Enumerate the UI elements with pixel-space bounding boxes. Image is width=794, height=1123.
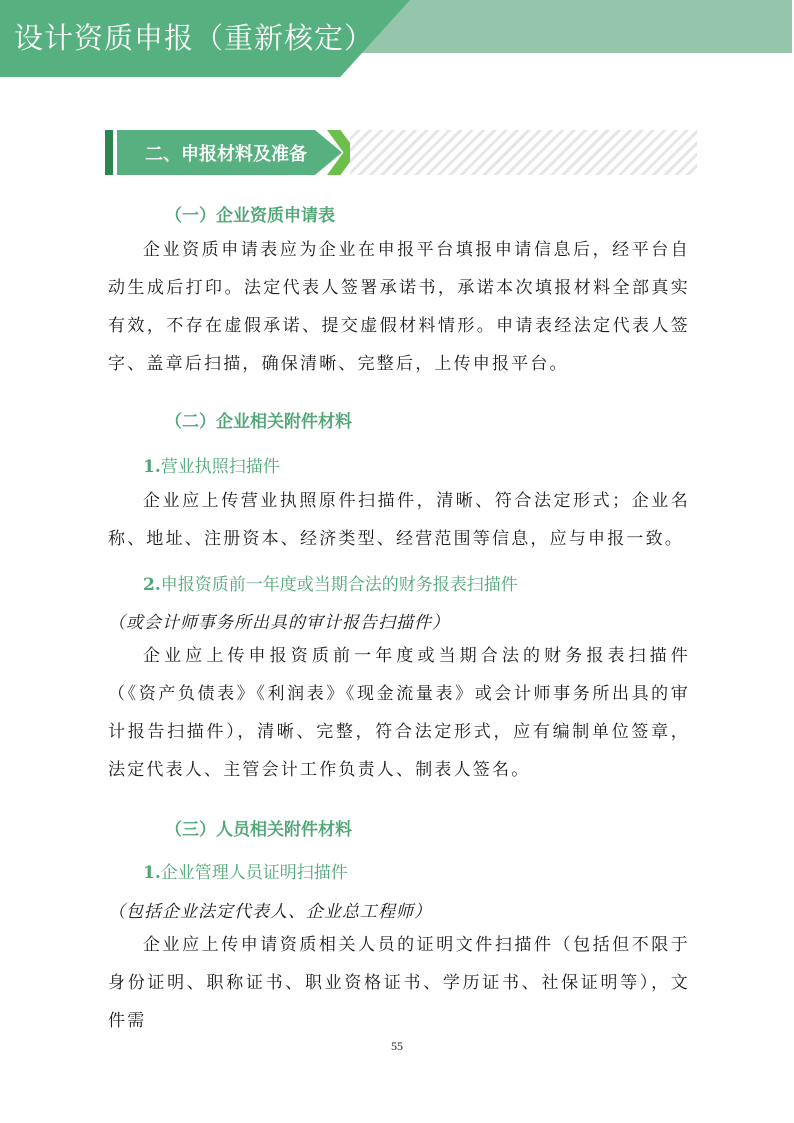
banner-title: 设计资质申报（重新核定） xyxy=(14,21,375,55)
item-number: 1. xyxy=(143,863,161,883)
item-heading-management-personnel xyxy=(143,858,348,883)
section-title: 二、申报材料及准备 xyxy=(145,144,307,165)
item-heading-financial-statements xyxy=(143,570,518,595)
section-header xyxy=(105,130,697,175)
item-number: 1. xyxy=(143,457,161,477)
subsection-heading-1: （一）企业资质申请表 xyxy=(165,206,335,226)
paragraph-business-license: 企业应上传营业执照原件扫描件，清晰、符合法定形式；企业名称、地址、注册资本、经济类型、经营范围等信息，应与申报一致。 xyxy=(108,491,690,549)
subsection-heading-3: （三）人员相关附件材料 xyxy=(165,820,352,840)
section-hatch-decoration xyxy=(350,130,697,175)
item-title: 营业执照扫描件 xyxy=(160,457,280,477)
item-title: 申报资质前一年度或当期合法的财务报表扫描件 xyxy=(160,575,518,595)
page-number: 55 xyxy=(391,1039,403,1053)
paragraph-financial-statements: 企业应上传申报资质前一年度或当期合法的财务报表扫描件（《资产负债表》《利润表》《现金流量表》或会计师事务所出具的审计报告扫描件），清晰、完整，符合法定形式，应有编制单位签章，法定代表人、主管会计工作负责人、制表人签名。 xyxy=(108,646,690,780)
item-note-personnel: （包括企业法定代表人、企业总工程师） xyxy=(108,902,432,922)
item-number: 2. xyxy=(143,575,161,595)
section-accent-bar xyxy=(105,130,113,175)
paragraph-application-form: 企业资质申请表应为企业在申报平台填报申请信息后，经平台自动生成后打印。法定代表人签署承诺书，承诺本次填报材料全部真实有效，不存在虚假承诺、提交虚假材料情形。申请表经法定代表人签字、盖章后扫描，确保清晰、完整后，上传申报平台。 xyxy=(108,240,690,374)
item-note-audit-report: （或会计师事务所出具的审计报告扫描件） xyxy=(108,613,450,633)
item-heading-business-license xyxy=(143,452,280,477)
paragraph-personnel: 企业应上传申请资质相关人员的证明文件扫描件（包括但不限于身份证明、职称证书、职业资格证书、学历证书、社保证明等），文件需 xyxy=(108,935,690,1031)
item-title: 企业管理人员证明扫描件 xyxy=(160,863,348,883)
page-banner xyxy=(0,0,794,78)
subsection-heading-2: （二）企业相关附件材料 xyxy=(165,412,352,432)
